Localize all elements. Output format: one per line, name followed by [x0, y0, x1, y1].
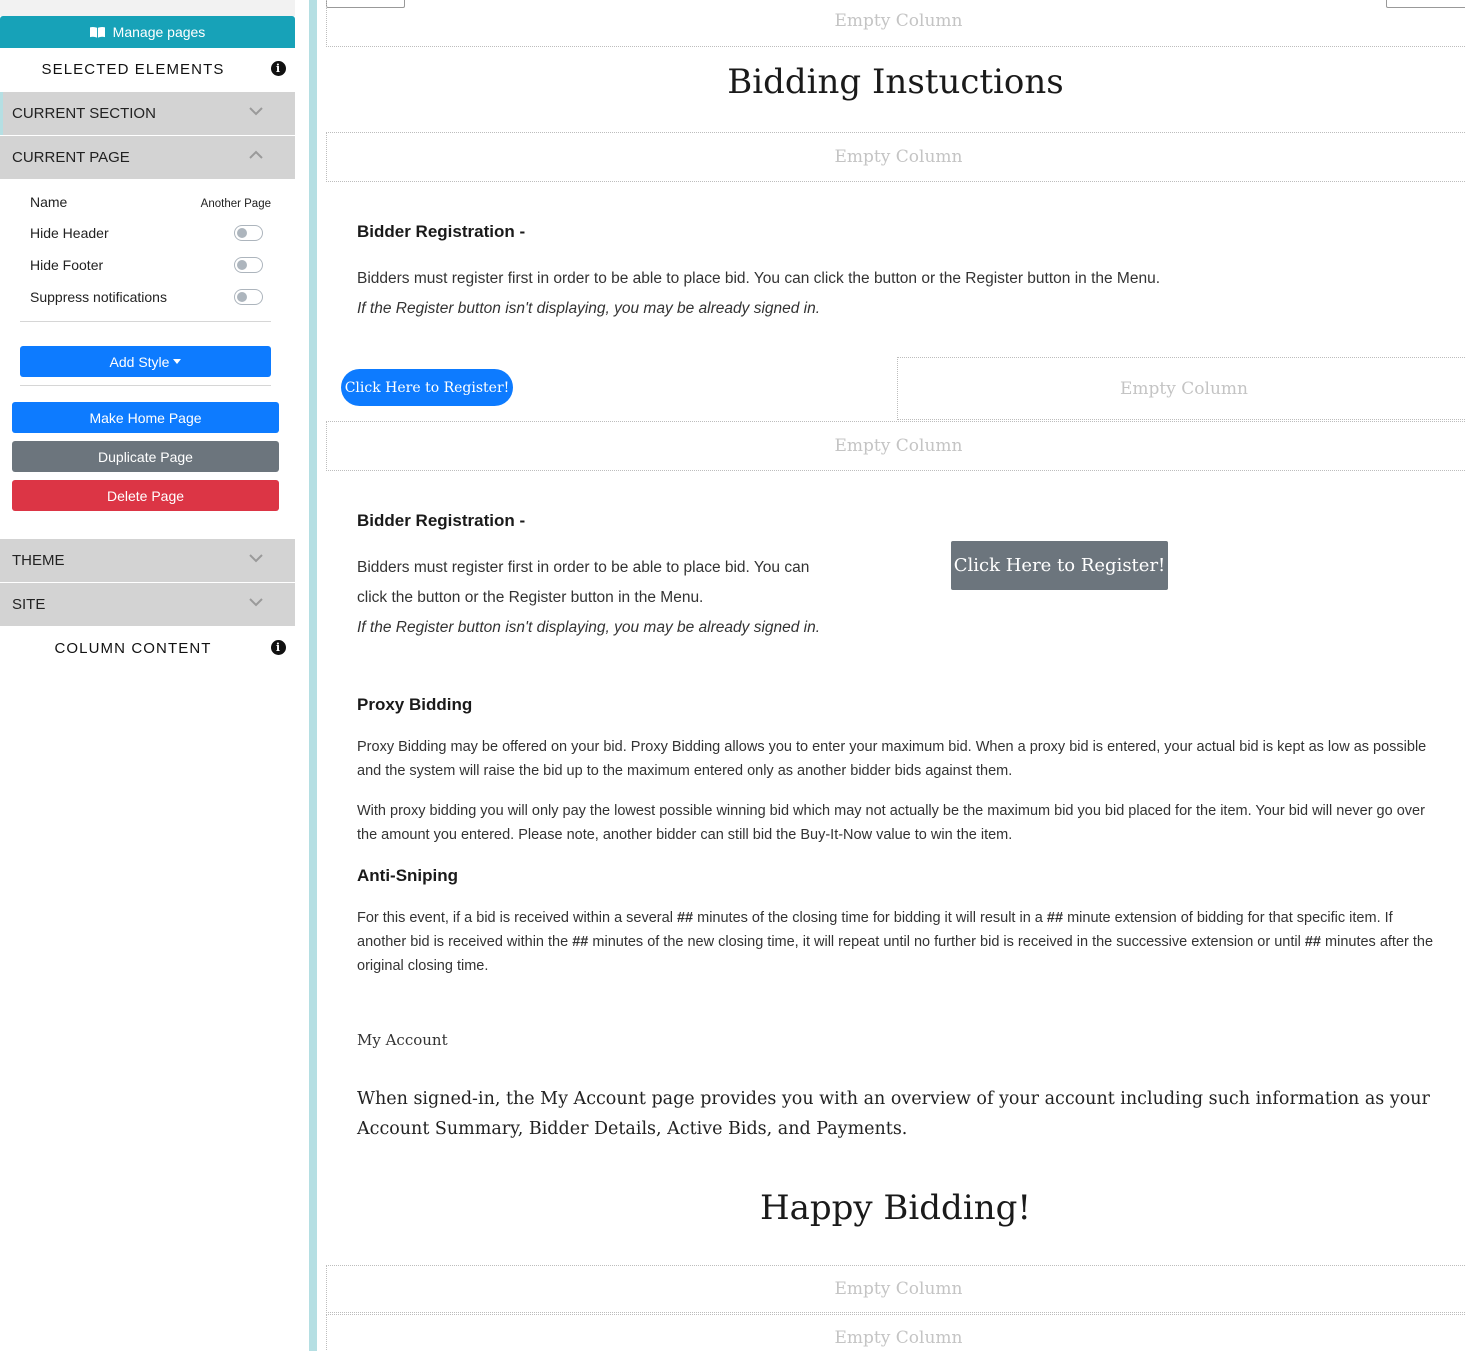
add-style-label: Add Style — [109, 353, 170, 370]
chevron-down-icon — [249, 106, 263, 116]
hide-header-row — [30, 221, 271, 245]
empty-column[interactable] — [326, 132, 1465, 182]
proxy-bidding-paragraph: Proxy Bidding may be offered on your bid. Proxy Bidding allows you to enter your maximum bid. When a proxy bid is entered, your actual bid is kept as low as possible and the system will raise the bid up to the maximum entered only as another bidder bids against them. — [357, 739, 1427, 779]
editor-sidebar — [0, 0, 295, 1351]
info-icon[interactable]: i — [271, 640, 286, 655]
divider — [20, 385, 271, 386]
book-icon — [90, 26, 105, 38]
hide-footer-label: Hide Footer — [30, 257, 104, 273]
my-account-heading: My Account — [357, 1031, 448, 1049]
suppress-notifications-label: Suppress notifications — [30, 289, 167, 305]
register-button[interactable] — [951, 541, 1168, 590]
empty-column-label: Empty Column — [1120, 378, 1248, 399]
manage-pages-button[interactable] — [0, 16, 295, 48]
site-label: SITE — [12, 596, 46, 613]
empty-column[interactable] — [897, 357, 1465, 420]
registration-heading: Bidder Registration - — [357, 222, 526, 241]
make-home-page-button[interactable] — [12, 402, 279, 433]
chevron-up-icon — [249, 150, 263, 160]
my-account-text: When signed-in, the My Account page provides you with an overview of your account including such information as your Account Summary, Bidder Details, Active Bids, and Payments. — [357, 1089, 1430, 1139]
empty-column[interactable] — [326, 421, 1465, 471]
page-canvas — [317, 0, 1465, 1351]
register-button[interactable] — [341, 369, 513, 406]
closing-heading: Happy Bidding! — [759, 1188, 1032, 1228]
empty-column-label: Empty Column — [834, 436, 963, 456]
empty-column[interactable] — [326, 1265, 1465, 1313]
sidebar-top-strip — [0, 0, 295, 16]
page-heading: Bidding Instuctions — [727, 62, 1064, 102]
selected-elements-header — [0, 49, 295, 89]
delete-page-button[interactable] — [12, 480, 279, 511]
proxy-bidding-paragraph: With proxy bidding you will only pay the lowest possible winning bid which may not actually be the maximum bid you bid placed for the item. Your bid will never go over the amount you entered. Please note, another bidder can still bid the Buy-It-Now value to win the item. — [357, 803, 1425, 843]
chevron-down-icon — [249, 597, 263, 607]
anti-sniping-heading: Anti-Sniping — [357, 866, 459, 885]
column-content-title: COLUMN CONTENT — [54, 639, 212, 657]
registration-text: Bidders must register first in order to be able to place bid. You can — [357, 559, 810, 576]
empty-column-label: Empty Column — [834, 147, 963, 167]
accordion-theme[interactable] — [0, 539, 295, 582]
registration-note: If the Register button isn't displaying, you may be already signed in. — [357, 619, 821, 636]
make-home-page-label: Make Home Page — [89, 409, 202, 426]
registration-text: click the button or the Register button in the Menu. — [357, 589, 704, 606]
accordion-current-page[interactable] — [0, 136, 295, 179]
empty-column-label: Empty Column — [834, 1279, 963, 1299]
panel-resize-handle[interactable] — [309, 0, 317, 1351]
duplicate-page-button[interactable] — [12, 441, 279, 472]
page-name-row — [30, 190, 271, 214]
register-button-label: Click Here to Register! — [344, 379, 510, 396]
empty-column[interactable] — [326, 0, 1465, 47]
info-icon[interactable]: i — [271, 61, 286, 76]
caret-down-icon — [173, 359, 181, 364]
duplicate-page-label: Duplicate Page — [98, 448, 193, 465]
hide-footer-toggle[interactable] — [234, 257, 263, 273]
manage-pages-label: Manage pages — [112, 24, 206, 40]
hide-header-label: Hide Header — [30, 225, 109, 241]
current-page-label: CURRENT PAGE — [12, 149, 130, 166]
delete-page-label: Delete Page — [106, 487, 185, 504]
hide-header-toggle[interactable] — [234, 225, 263, 241]
accordion-site[interactable] — [0, 583, 295, 626]
theme-label: THEME — [12, 552, 65, 569]
suppress-notifications-toggle[interactable] — [234, 289, 263, 305]
name-label: Name — [30, 194, 68, 210]
registration-text: Bidders must register first in order to be able to place bid. You can click the button or the Register button in the Menu. — [357, 270, 1161, 287]
hide-footer-row — [30, 253, 271, 277]
register-button-label: Click Here to Register! — [953, 555, 1166, 576]
add-style-button[interactable] — [20, 346, 271, 377]
proxy-bidding-heading: Proxy Bidding — [357, 695, 473, 714]
empty-column-label: Empty Column — [834, 1328, 963, 1348]
suppress-notifications-row — [30, 285, 271, 309]
accordion-current-section[interactable] — [0, 92, 295, 135]
chevron-down-icon — [249, 553, 263, 563]
anti-sniping-paragraph: For this event, if a bid is received within a several ## minutes of the closing time for bidding it will result in a ## minute extension of bidding for that specific item. If another bid is received within the ## minutes of the new closing time, it will repeat until no further bid is received in the successive extension or until ## minutes after the original closing time. — [357, 910, 1434, 974]
empty-column[interactable] — [326, 1314, 1465, 1351]
divider — [20, 321, 271, 322]
current-section-label: CURRENT SECTION — [12, 105, 156, 122]
selected-elements-title: SELECTED ELEMENTS — [41, 60, 225, 78]
registration-note: If the Register button isn't displaying, you may be already signed in. — [357, 300, 821, 317]
column-content-header — [0, 628, 295, 668]
registration-heading: Bidder Registration - — [357, 511, 526, 530]
empty-column-label: Empty Column — [834, 11, 963, 31]
page-name-value[interactable]: Another Page — [200, 198, 271, 210]
